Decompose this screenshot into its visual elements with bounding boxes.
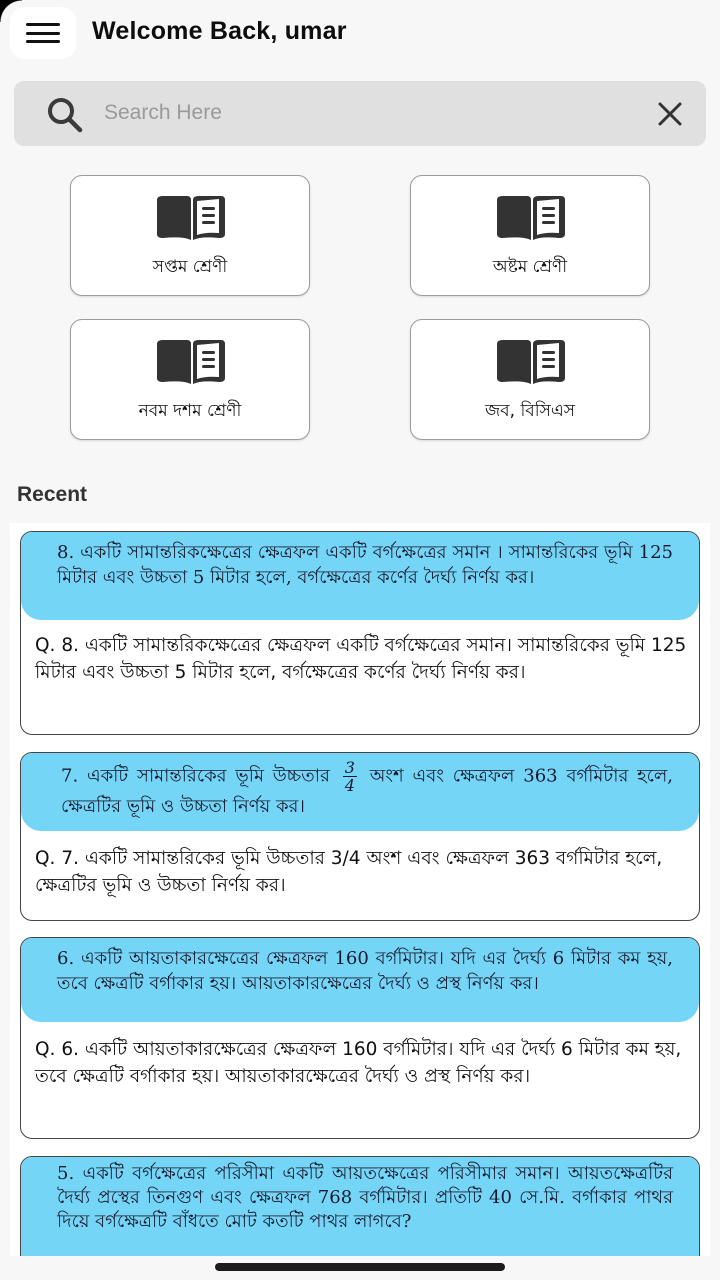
page-title: Welcome Back, umar [92,17,347,45]
hamburger-menu-icon [26,23,60,43]
category-label: সপ্তম শ্রেণী [152,257,228,277]
open-book-icon [493,338,569,388]
question-image-header: 8. একটি সামান্তরিকক্ষেত্রের ক্ষেত্রফল একটি বর্গক্ষেত্রের সমান । সামান্তরিকের ভূমি 125 মিটার এবং উচ্চতা 5 মিটার হলে, বর্গক্ষেত্রের কর্ণের দৈর্ঘ্য নির্ণয় কর। [21,532,699,620]
question-text: Q. 6. একটি আয়তাকারক্ষেত্রের ক্ষেত্রফল 160 বর্গমিটার। যদি এর দৈর্ঘ্য 6 মিটার কম হয়, তবে ক্ষেত্রটি বর্গাকার হয়। আয়তাকারক্ষেত্রের দৈর্ঘ্য ও প্রস্থ নির্ণয় কর। [35,1039,682,1087]
search-bar [14,81,706,146]
category-card-class-9-10[interactable] [70,319,310,440]
recent-question-card[interactable] [20,937,700,1139]
question-image-header: 6. একটি আয়তাকারক্ষেত্রের ক্ষেত্রফল 160 বর্গমিটার। যদি এর দৈর্ঘ্য 6 মিটার কম হয়, তবে ক্ষেত্রটি বর্গাকার হয়। আয়তাকারক্ষেত্রের দৈর্ঘ্য ও প্রস্থ নির্ণয় কর। [21,938,699,1022]
question-image-header [21,753,699,831]
recent-heading: Recent [17,483,88,506]
app-header [0,0,720,72]
recent-question-card[interactable] [20,531,700,735]
open-book-icon [153,194,229,244]
fraction: $\frac{3}{4}$ [344,758,355,795]
category-card-class-7[interactable] [70,175,310,296]
question-head-post: অংশ এবং ক্ষেত্রফল 363 বর্গমিটার হলে, ক্ষেত্রটির ভূমি ও উচ্চতা নির্ণয় কর। [61,765,673,817]
search-input[interactable] [102,93,622,133]
open-book-icon [493,194,569,244]
question-text: Q. 7. একটি সামান্তরিকের ভূমি উচ্চতার 3/4 অংশ এবং ক্ষেত্রফল 363 বর্গমিটার হলে, ক্ষেত্রটির ভূমি ও উচ্চতা নির্ণয় কর। [35,848,663,896]
category-label: নবম দশম শ্রেণী [138,401,242,421]
category-card-job-bcs[interactable] [410,319,650,440]
question-head-pre: 7. একটি সামান্তরিকের ভূমি উচ্চতার [61,765,330,787]
home-indicator[interactable] [215,1263,505,1271]
category-card-class-8[interactable] [410,175,650,296]
category-label: অষ্টম শ্রেণী [492,257,568,277]
recent-list[interactable] [10,523,710,1256]
open-book-icon [153,338,229,388]
category-label: জব, বিসিএস [484,401,576,421]
search-icon[interactable] [44,95,90,135]
recent-question-card[interactable] [20,1156,700,1256]
menu-button[interactable] [10,7,76,59]
close-icon[interactable] [656,100,684,128]
question-image-header: 5. একটি বর্গক্ষেত্রের পরিসীমা একটি আয়তক্ষেত্রের পরিসীমার সমান। আয়তক্ষেত্রটির দৈর্ঘ্য প্রস্থের তিনগুণ এবং ক্ষেত্রফল 768 বর্গমিটার। প্রতিটি 40 সে.মি. বর্গাকার পাথর দিয়ে বর্গক্ষেত্রটি বাঁধতে মোট কতটি পাথর লাগবে? [21,1157,699,1256]
question-text: Q. 8. একটি সামান্তরিকক্ষেত্রের ক্ষেত্রফল একটি বর্গক্ষেত্রের সমান। সামান্তরিকের ভূমি 125 মিটার এবং উচ্চতা 5 মিটার হলে, বর্গক্ষেত্রের কর্ণের দৈর্ঘ্য নির্ণয় কর। [35,635,687,683]
recent-question-card[interactable] [20,752,700,921]
